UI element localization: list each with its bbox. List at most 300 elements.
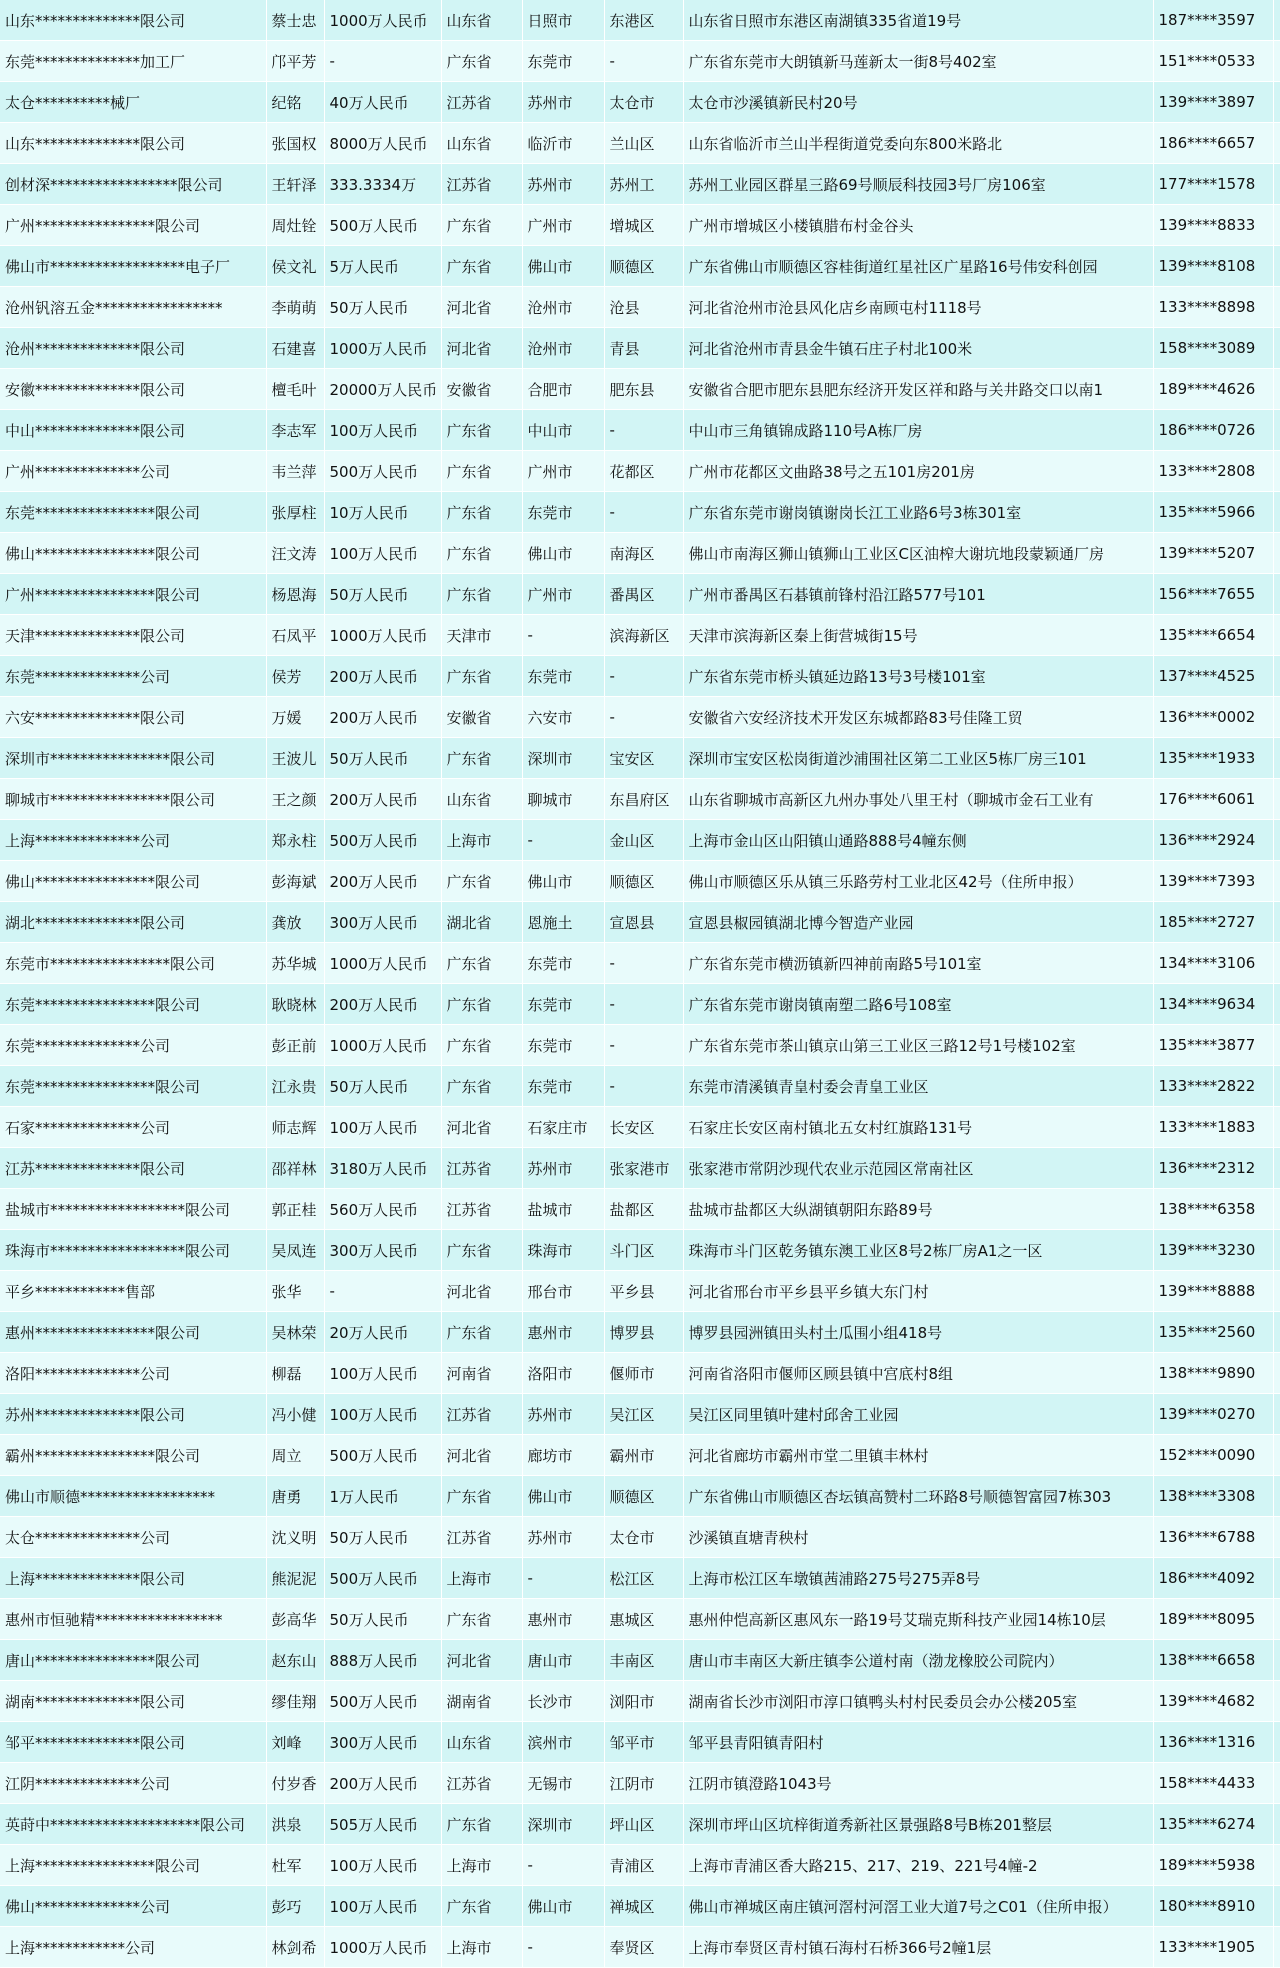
table-row [0, 246, 1280, 287]
registered-capital-cell: 100万人民币 [324, 410, 441, 451]
company-name-cell: 太仓**************公司 [0, 1517, 266, 1558]
province-cell: 广东省 [441, 1476, 522, 1517]
registered-capital-cell: 1万人民币 [324, 1476, 441, 1517]
legal-rep-cell: 邝平芳 [266, 41, 324, 82]
address-cell: 唐山市丰南区大新庄镇李公道村南（渤龙橡胶公司院内） [683, 1640, 1153, 1681]
province-cell: 湖南省 [441, 1681, 522, 1722]
city-cell: 东莞市 [522, 943, 604, 984]
district-cell: 兰山区 [604, 123, 683, 164]
address-cell: 上海市青浦区香大路215、217、219、221号4幢-2 [683, 1845, 1153, 1886]
phone-cell: 135****1933 [1153, 738, 1273, 779]
city-cell: 东莞市 [522, 1066, 604, 1107]
address-cell: 天津市滨海新区秦上街营城街15号 [683, 615, 1153, 656]
province-cell: 河北省 [441, 1640, 522, 1681]
row-edge [1273, 902, 1280, 943]
row-edge [1273, 41, 1280, 82]
row-edge [1273, 1517, 1280, 1558]
province-cell: 广东省 [441, 1312, 522, 1353]
province-cell: 山东省 [441, 0, 522, 41]
table-row [0, 1804, 1280, 1845]
city-cell: 深圳市 [522, 1804, 604, 1845]
table-row [0, 861, 1280, 902]
registered-capital-cell: 100万人民币 [324, 1353, 441, 1394]
city-cell: 沧州市 [522, 328, 604, 369]
province-cell: 河北省 [441, 287, 522, 328]
row-edge [1273, 1804, 1280, 1845]
phone-cell: 136****6788 [1153, 1517, 1273, 1558]
table-row [0, 1066, 1280, 1107]
row-edge [1273, 1353, 1280, 1394]
address-cell: 东莞市清溪镇青皇村委会青皇工业区 [683, 1066, 1153, 1107]
address-cell: 中山市三角镇锦成路110号A栋厂房 [683, 410, 1153, 451]
company-name-cell: 深圳市****************限公司 [0, 738, 266, 779]
address-cell: 深圳市坪山区坑梓街道秀新社区景强路8号B栋201整层 [683, 1804, 1153, 1845]
table-row [0, 1517, 1280, 1558]
phone-cell: 133****1905 [1153, 1927, 1273, 1968]
table-row [0, 82, 1280, 123]
registered-capital-cell: 1000万人民币 [324, 328, 441, 369]
city-cell: 惠州市 [522, 1599, 604, 1640]
registered-capital-cell: 40万人民币 [324, 82, 441, 123]
city-cell: 聊城市 [522, 779, 604, 820]
phone-cell: 136****1316 [1153, 1722, 1273, 1763]
phone-cell: 139****3897 [1153, 82, 1273, 123]
city-cell: 珠海市 [522, 1230, 604, 1271]
city-cell: 长沙市 [522, 1681, 604, 1722]
table-row [0, 205, 1280, 246]
district-cell: 太仓市 [604, 1517, 683, 1558]
row-edge [1273, 1066, 1280, 1107]
legal-rep-cell: 付岁香 [266, 1763, 324, 1804]
table-row [0, 1722, 1280, 1763]
phone-cell: 139****3230 [1153, 1230, 1273, 1271]
legal-rep-cell: 韦兰萍 [266, 451, 324, 492]
city-cell: 邢台市 [522, 1271, 604, 1312]
table-row [0, 41, 1280, 82]
address-cell: 河北省沧州市青县金牛镇石庄子村北100米 [683, 328, 1153, 369]
phone-cell: 133****8898 [1153, 287, 1273, 328]
phone-cell: 158****4433 [1153, 1763, 1273, 1804]
row-edge [1273, 1107, 1280, 1148]
phone-cell: 156****7655 [1153, 574, 1273, 615]
company-name-cell: 佛山市******************电子厂 [0, 246, 266, 287]
legal-rep-cell: 赵东山 [266, 1640, 324, 1681]
row-edge [1273, 1886, 1280, 1927]
address-cell: 湖南省长沙市浏阳市淳口镇鸭头村村民委员会办公楼205室 [683, 1681, 1153, 1722]
row-edge [1273, 410, 1280, 451]
company-name-cell: 珠海市******************限公司 [0, 1230, 266, 1271]
district-cell: - [604, 410, 683, 451]
district-cell: 偃师市 [604, 1353, 683, 1394]
company-name-cell: 东莞**************加工厂 [0, 41, 266, 82]
phone-cell: 139****8833 [1153, 205, 1273, 246]
company-name-cell: 广州**************公司 [0, 451, 266, 492]
registered-capital-cell: 200万人民币 [324, 1763, 441, 1804]
address-cell: 佛山市禅城区南庄镇河滘村河滘工业大道7号之C01（住所申报） [683, 1886, 1153, 1927]
registered-capital-cell: 500万人民币 [324, 205, 441, 246]
city-cell: 东莞市 [522, 492, 604, 533]
city-cell: 广州市 [522, 574, 604, 615]
district-cell: 宣恩县 [604, 902, 683, 943]
legal-rep-cell: 纪铭 [266, 82, 324, 123]
table-row [0, 0, 1280, 41]
row-edge [1273, 328, 1280, 369]
registered-capital-cell: 20000万人民币 [324, 369, 441, 410]
row-edge [1273, 779, 1280, 820]
registered-capital-cell: 10万人民币 [324, 492, 441, 533]
table-row [0, 738, 1280, 779]
district-cell: 博罗县 [604, 1312, 683, 1353]
row-edge [1273, 943, 1280, 984]
phone-cell: 139****7393 [1153, 861, 1273, 902]
row-edge [1273, 1599, 1280, 1640]
company-name-cell: 湖南**************限公司 [0, 1681, 266, 1722]
city-cell: 佛山市 [522, 533, 604, 574]
table-row [0, 615, 1280, 656]
row-edge [1273, 984, 1280, 1025]
address-cell: 广东省东莞市茶山镇京山第三工业区三路12号1号楼102室 [683, 1025, 1153, 1066]
province-cell: 广东省 [441, 984, 522, 1025]
province-cell: 广东省 [441, 656, 522, 697]
phone-cell: 139****0270 [1153, 1394, 1273, 1435]
company-name-cell: 上海****************限公司 [0, 1845, 266, 1886]
table-row [0, 123, 1280, 164]
row-edge [1273, 1312, 1280, 1353]
registered-capital-cell: 100万人民币 [324, 1886, 441, 1927]
address-cell: 广州市番禺区石碁镇前锋村沿江路577号101 [683, 574, 1153, 615]
phone-cell: 138****9890 [1153, 1353, 1273, 1394]
address-cell: 广东省东莞市桥头镇延边路13号3号楼101室 [683, 656, 1153, 697]
city-cell: 中山市 [522, 410, 604, 451]
province-cell: 广东省 [441, 1025, 522, 1066]
address-cell: 珠海市斗门区乾务镇东澳工业区8号2栋厂房A1之一区 [683, 1230, 1153, 1271]
district-cell: 霸州市 [604, 1435, 683, 1476]
city-cell: 佛山市 [522, 246, 604, 287]
legal-rep-cell: 沈义明 [266, 1517, 324, 1558]
registered-capital-cell: 8000万人民币 [324, 123, 441, 164]
district-cell: - [604, 656, 683, 697]
company-name-cell: 上海************公司 [0, 1927, 266, 1968]
address-cell: 山东省聊城市高新区九州办事处八里王村（聊城市金石工业有 [683, 779, 1153, 820]
legal-rep-cell: 张厚柱 [266, 492, 324, 533]
table-row [0, 697, 1280, 738]
province-cell: 上海市 [441, 1558, 522, 1599]
phone-cell: 139****8108 [1153, 246, 1273, 287]
province-cell: 山东省 [441, 123, 522, 164]
legal-rep-cell: 吴林荣 [266, 1312, 324, 1353]
city-cell: - [522, 1558, 604, 1599]
province-cell: 广东省 [441, 1230, 522, 1271]
phone-cell: 189****5938 [1153, 1845, 1273, 1886]
legal-rep-cell: 石凤平 [266, 615, 324, 656]
district-cell: 斗门区 [604, 1230, 683, 1271]
phone-cell: 187****3597 [1153, 0, 1273, 41]
city-cell: 恩施土 [522, 902, 604, 943]
company-name-cell: 安徽**************限公司 [0, 369, 266, 410]
table-row [0, 1271, 1280, 1312]
address-cell: 邹平县青阳镇青阳村 [683, 1722, 1153, 1763]
table-row [0, 1927, 1280, 1968]
table-row [0, 1148, 1280, 1189]
phone-cell: 134****3106 [1153, 943, 1273, 984]
row-edge [1273, 1148, 1280, 1189]
table-row [0, 1886, 1280, 1927]
table-row [0, 164, 1280, 205]
table-row [0, 820, 1280, 861]
table-row [0, 369, 1280, 410]
table-row [0, 451, 1280, 492]
registered-capital-cell: 50万人民币 [324, 574, 441, 615]
address-cell: 吴江区同里镇叶建村邱舍工业园 [683, 1394, 1153, 1435]
city-cell: 佛山市 [522, 1886, 604, 1927]
row-edge [1273, 1189, 1280, 1230]
legal-rep-cell: 吴凤连 [266, 1230, 324, 1271]
table-row [0, 1025, 1280, 1066]
registered-capital-cell: - [324, 41, 441, 82]
phone-cell: 135****6274 [1153, 1804, 1273, 1845]
table-row [0, 1845, 1280, 1886]
company-name-cell: 唐山****************限公司 [0, 1640, 266, 1681]
province-cell: 天津市 [441, 615, 522, 656]
city-cell: - [522, 615, 604, 656]
table-row [0, 574, 1280, 615]
district-cell: 松江区 [604, 1558, 683, 1599]
district-cell: 奉贤区 [604, 1927, 683, 1968]
legal-rep-cell: 王之颜 [266, 779, 324, 820]
province-cell: 广东省 [441, 1886, 522, 1927]
registered-capital-cell: 20万人民币 [324, 1312, 441, 1353]
registered-capital-cell: - [324, 1271, 441, 1312]
row-edge [1273, 205, 1280, 246]
province-cell: 江苏省 [441, 1763, 522, 1804]
row-edge [1273, 123, 1280, 164]
registered-capital-cell: 500万人民币 [324, 1558, 441, 1599]
legal-rep-cell: 郑永柱 [266, 820, 324, 861]
company-name-cell: 山东**************限公司 [0, 0, 266, 41]
city-cell: 东莞市 [522, 1025, 604, 1066]
city-cell: 廊坊市 [522, 1435, 604, 1476]
phone-cell: 189****8095 [1153, 1599, 1273, 1640]
row-edge [1273, 820, 1280, 861]
phone-cell: 139****5207 [1153, 533, 1273, 574]
company-name-cell: 东莞****************限公司 [0, 492, 266, 533]
address-cell: 宣恩县椒园镇湖北博今智造产业园 [683, 902, 1153, 943]
address-cell: 广东省东莞市谢岗镇南塑二路6号108室 [683, 984, 1153, 1025]
district-cell: 盐都区 [604, 1189, 683, 1230]
row-edge [1273, 1640, 1280, 1681]
registered-capital-cell: 888万人民币 [324, 1640, 441, 1681]
address-cell: 惠州仲恺高新区惠风东一路19号艾瑞克斯科技产业园14栋10层 [683, 1599, 1153, 1640]
address-cell: 佛山市南海区狮山镇狮山工业区C区油榨大谢坑地段蒙颖通厂房 [683, 533, 1153, 574]
legal-rep-cell: 李志军 [266, 410, 324, 451]
address-cell: 广州市增城区小楼镇腊布村金谷头 [683, 205, 1153, 246]
phone-cell: 136****2312 [1153, 1148, 1273, 1189]
company-name-cell: 太仓**********械厂 [0, 82, 266, 123]
row-edge [1273, 1230, 1280, 1271]
city-cell: 洛阳市 [522, 1353, 604, 1394]
company-name-cell: 平乡************售部 [0, 1271, 266, 1312]
province-cell: 安徽省 [441, 697, 522, 738]
province-cell: 上海市 [441, 1927, 522, 1968]
address-cell: 深圳市宝安区松岗街道沙浦围社区第二工业区5栋厂房三101 [683, 738, 1153, 779]
province-cell: 广东省 [441, 533, 522, 574]
company-name-cell: 洛阳**************公司 [0, 1353, 266, 1394]
company-name-cell: 江苏**************限公司 [0, 1148, 266, 1189]
company-name-cell: 邹平**************限公司 [0, 1722, 266, 1763]
company-name-cell: 佛山**************公司 [0, 1886, 266, 1927]
province-cell: 广东省 [441, 41, 522, 82]
district-cell: 张家港市 [604, 1148, 683, 1189]
phone-cell: 133****2822 [1153, 1066, 1273, 1107]
table-row [0, 984, 1280, 1025]
province-cell: 上海市 [441, 820, 522, 861]
phone-cell: 138****6658 [1153, 1640, 1273, 1681]
legal-rep-cell: 刘峰 [266, 1722, 324, 1763]
table-row [0, 1599, 1280, 1640]
district-cell: - [604, 984, 683, 1025]
registered-capital-cell: 50万人民币 [324, 287, 441, 328]
phone-cell: 152****0090 [1153, 1435, 1273, 1476]
row-edge [1273, 574, 1280, 615]
address-cell: 石家庄长安区南村镇北五女村红旗路131号 [683, 1107, 1153, 1148]
legal-rep-cell: 侯芳 [266, 656, 324, 697]
city-cell: 佛山市 [522, 861, 604, 902]
row-edge [1273, 861, 1280, 902]
address-cell: 张家港市常阴沙现代农业示范园区常南社区 [683, 1148, 1153, 1189]
address-cell: 安徽省六安经济技术开发区东城都路83号佳隆工贸 [683, 697, 1153, 738]
phone-cell: 136****2924 [1153, 820, 1273, 861]
city-cell: 深圳市 [522, 738, 604, 779]
table-row [0, 1230, 1280, 1271]
row-edge [1273, 738, 1280, 779]
legal-rep-cell: 石建喜 [266, 328, 324, 369]
registered-capital-cell: 100万人民币 [324, 1394, 441, 1435]
company-name-cell: 上海**************公司 [0, 820, 266, 861]
city-cell: 东莞市 [522, 41, 604, 82]
row-edge [1273, 492, 1280, 533]
legal-rep-cell: 蔡士忠 [266, 0, 324, 41]
company-name-cell: 石家**************公司 [0, 1107, 266, 1148]
company-name-cell: 盐城市******************限公司 [0, 1189, 266, 1230]
legal-rep-cell: 彭巧 [266, 1886, 324, 1927]
company-name-cell: 东莞市****************限公司 [0, 943, 266, 984]
province-cell: 广东省 [441, 410, 522, 451]
address-cell: 太仓市沙溪镇新民村20号 [683, 82, 1153, 123]
table-row [0, 1394, 1280, 1435]
district-cell: - [604, 1066, 683, 1107]
phone-cell: 186****4092 [1153, 1558, 1273, 1599]
province-cell: 江苏省 [441, 82, 522, 123]
district-cell: 惠城区 [604, 1599, 683, 1640]
phone-cell: 180****8910 [1153, 1886, 1273, 1927]
address-cell: 山东省日照市东港区南湖镇335省道19号 [683, 0, 1153, 41]
phone-cell: 135****5966 [1153, 492, 1273, 533]
row-edge [1273, 451, 1280, 492]
city-cell: 苏州市 [522, 1517, 604, 1558]
table-row [0, 656, 1280, 697]
table-row [0, 492, 1280, 533]
phone-cell: 133****2808 [1153, 451, 1273, 492]
province-cell: 江苏省 [441, 1189, 522, 1230]
table-row [0, 1558, 1280, 1599]
legal-rep-cell: 林剑希 [266, 1927, 324, 1968]
table-row [0, 1353, 1280, 1394]
phone-cell: 133****1883 [1153, 1107, 1273, 1148]
district-cell: 丰南区 [604, 1640, 683, 1681]
province-cell: 江苏省 [441, 1394, 522, 1435]
district-cell: - [604, 41, 683, 82]
row-edge [1273, 1476, 1280, 1517]
province-cell: 广东省 [441, 1599, 522, 1640]
registered-capital-cell: 500万人民币 [324, 451, 441, 492]
registered-capital-cell: 300万人民币 [324, 1722, 441, 1763]
district-cell: 沧县 [604, 287, 683, 328]
city-cell: 唐山市 [522, 1640, 604, 1681]
row-edge [1273, 1435, 1280, 1476]
row-edge [1273, 1845, 1280, 1886]
province-cell: 广东省 [441, 861, 522, 902]
company-name-cell: 广州****************限公司 [0, 574, 266, 615]
address-cell: 上海市金山区山阳镇山通路888号4幢东侧 [683, 820, 1153, 861]
legal-rep-cell: 周立 [266, 1435, 324, 1476]
company-name-cell: 东莞**************公司 [0, 656, 266, 697]
district-cell: 南海区 [604, 533, 683, 574]
city-cell: 日照市 [522, 0, 604, 41]
registered-capital-cell: 100万人民币 [324, 1845, 441, 1886]
row-edge [1273, 0, 1280, 41]
company-name-cell: 佛山市顺德****************** [0, 1476, 266, 1517]
phone-cell: 185****2727 [1153, 902, 1273, 943]
row-edge [1273, 287, 1280, 328]
district-cell: 东昌府区 [604, 779, 683, 820]
district-cell: 番禺区 [604, 574, 683, 615]
registered-capital-cell: 1000万人民币 [324, 0, 441, 41]
address-cell: 广东省佛山市顺德区杏坛镇高赞村二环路8号顺德智富园7栋303 [683, 1476, 1153, 1517]
legal-rep-cell: 龚放 [266, 902, 324, 943]
address-cell: 江阴市镇澄路1043号 [683, 1763, 1153, 1804]
table-row [0, 287, 1280, 328]
province-cell: 河北省 [441, 1435, 522, 1476]
row-edge [1273, 1025, 1280, 1066]
row-edge [1273, 369, 1280, 410]
district-cell: - [604, 492, 683, 533]
legal-rep-cell: 王轩泽 [266, 164, 324, 205]
company-name-cell: 湖北**************限公司 [0, 902, 266, 943]
province-cell: 江苏省 [441, 1517, 522, 1558]
address-cell: 苏州工业园区群星三路69号顺辰科技园3号厂房106室 [683, 164, 1153, 205]
legal-rep-cell: 苏华城 [266, 943, 324, 984]
legal-rep-cell: 柳磊 [266, 1353, 324, 1394]
phone-cell: 186****0726 [1153, 410, 1273, 451]
company-name-cell: 惠州市恒驰精***************** [0, 1599, 266, 1640]
company-name-cell: 六安**************限公司 [0, 697, 266, 738]
district-cell: 吴江区 [604, 1394, 683, 1435]
legal-rep-cell: 周灶铨 [266, 205, 324, 246]
legal-rep-cell: 杜军 [266, 1845, 324, 1886]
table-row [0, 1189, 1280, 1230]
legal-rep-cell: 万媛 [266, 697, 324, 738]
legal-rep-cell: 檀毛叶 [266, 369, 324, 410]
address-cell: 博罗县园洲镇田头村土瓜围小组418号 [683, 1312, 1153, 1353]
city-cell: - [522, 1845, 604, 1886]
province-cell: 河南省 [441, 1353, 522, 1394]
legal-rep-cell: 张国权 [266, 123, 324, 164]
table-row [0, 902, 1280, 943]
city-cell: 滨州市 [522, 1722, 604, 1763]
province-cell: 广东省 [441, 1066, 522, 1107]
address-cell: 广东省东莞市谢岗镇谢岗长江工业路6号3栋301室 [683, 492, 1153, 533]
address-cell: 广东省东莞市横沥镇新四神前南路5号101室 [683, 943, 1153, 984]
